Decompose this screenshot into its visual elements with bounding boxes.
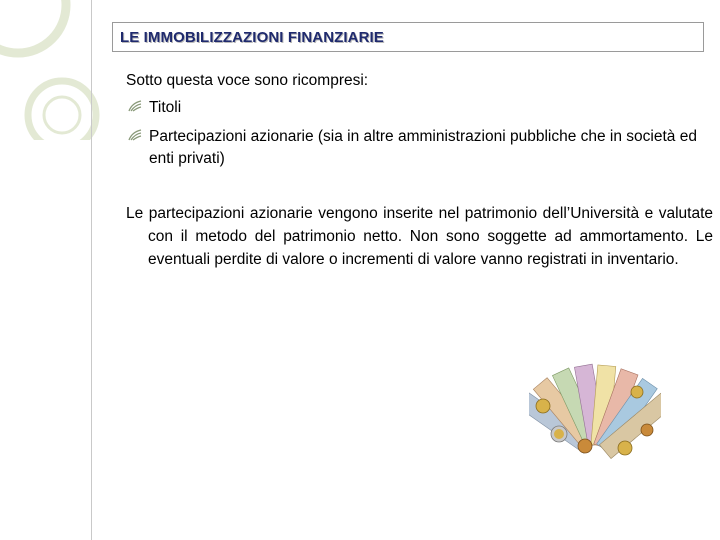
body-paragraph: Le partecipazioni azionarie vengono inserite nel patrimonio dell’Università e valutate con il metodo del patrimonio netto. Non sono soggette ad ammortamento. Le eventuali perdite di valore o incrementi di valore vanno registrati in inventario. — [126, 205, 713, 268]
bullet-icon — [128, 129, 142, 141]
bullet-label: Partecipazioni azionarie (sia in altre amministrazioni pubbliche che in società ed enti privati) — [149, 128, 697, 167]
vertical-divider — [91, 0, 92, 540]
decorative-circles — [0, 0, 100, 140]
bullet-icon — [128, 100, 142, 112]
intro-text: Sotto questa voce sono ricompresi: — [126, 72, 369, 89]
slide-title: LE IMMOBILIZZAZIONI FINANZIARIE — [120, 29, 384, 46]
euro-money-icon — [529, 360, 661, 464]
bullet-label: Titoli — [149, 99, 182, 116]
title-box — [112, 22, 704, 52]
